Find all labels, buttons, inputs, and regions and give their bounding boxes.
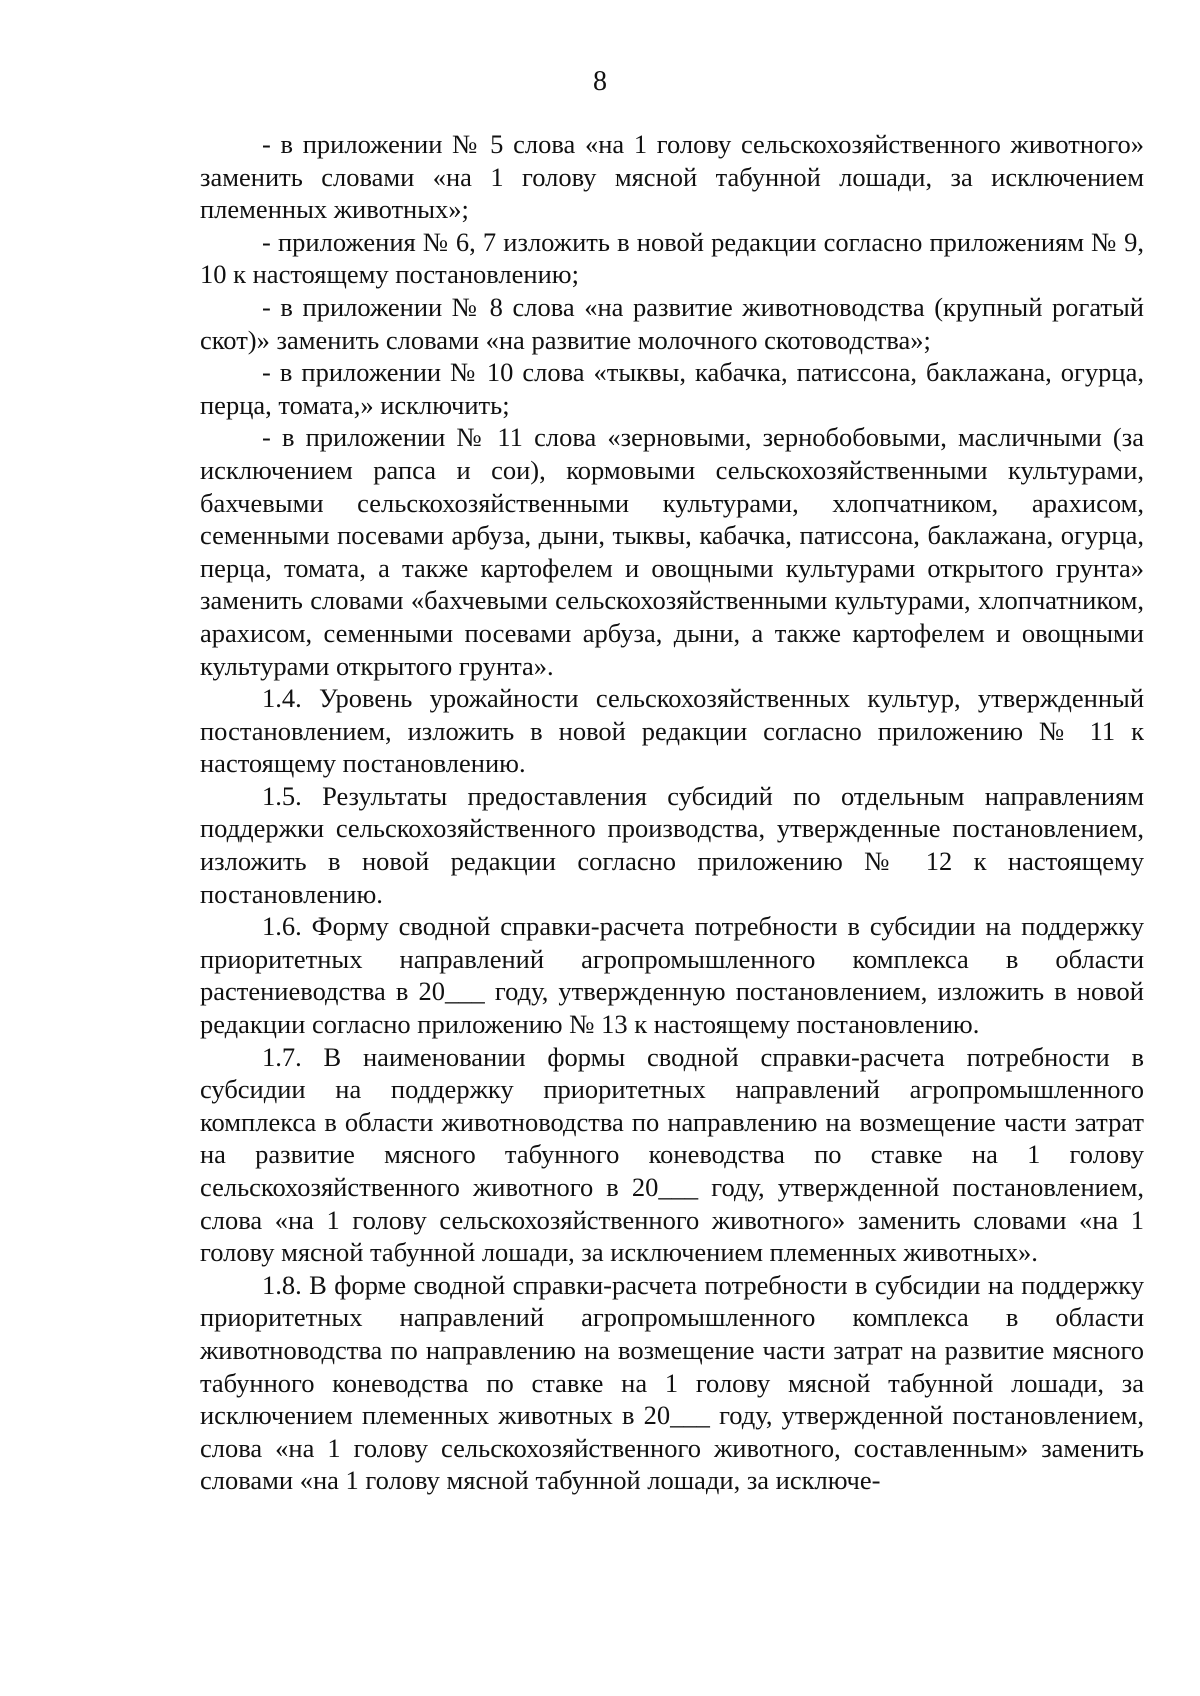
paragraph-1-4: 1.4. Уровень урожайности сельскохозяйственных культур, утвержденный постановлением, изложить в новой редакции согласно приложению № 11 к настоящему постановлению. xyxy=(200,683,1144,779)
paragraph-appendix-10: - в приложении № 10 слова «тыквы, кабачка, патиссона, баклажана, огурца, перца, томата,» исключить; xyxy=(200,357,1144,420)
page-number: 8 xyxy=(593,66,607,97)
paragraph-1-7: 1.7. В наименовании формы сводной справки-расчета потребности в субсидии на поддержку приоритетных направлений агропромышленного комплекса в области животноводства по направлению на возмещение части затрат на развитие мясного табунного коневодства по ставке на 1 голову сельскохозяйственного животного в 20___ году, утвержденной постановлением, слова «на 1 голову сельскохозяйственного животного» заменить словами «на 1 голову мясной табунной лошади, за исключением племенных животных». xyxy=(200,1041,1144,1268)
paragraph-appendix-5: - в приложении № 5 слова «на 1 голову сельскохозяйственного животного» заменить словами «на 1 голову мясной табунной лошади, за исключением племенных животных»; xyxy=(200,129,1144,225)
paragraph-1-6: 1.6. Форму сводной справки-расчета потребности в субсидии на поддержку приоритетных направлений агропромышленного комплекса в области растениеводства в 20___ году, утвержденную постановлением, изложить в новой редакции согласно приложению № 13 к настоящему постановлению. xyxy=(200,911,1144,1040)
paragraph-1-8: 1.8. В форме сводной справки-расчета потребности в субсидии на поддержку приоритетных направлений агропромышленного комплекса в области животноводства по направлению на возмещение части затрат на развитие мясного табунного коневодства по ставке на 1 голову мясной табунной лошади, за исключением племенных животных в 20___ году, утвержденной постановлением, слова «на 1 голову сельскохозяйственного животного, составленным» заменить словами «на 1 голову мясной табунной лошади, за исключе- xyxy=(200,1269,1144,1496)
paragraph-appendix-6-7: - приложения № 6, 7 изложить в новой редакции согласно приложениям № 9, 10 к настоящему постановлению; xyxy=(200,226,1144,290)
paragraph-1-5: 1.5. Результаты предоставления субсидий по отдельным направлениям поддержки сельскохозяйственного производства, утвержденные постановлением, изложить в новой редакции согласно приложению № 12 к настоящему постановлению. xyxy=(200,780,1144,909)
paragraph-appendix-11: - в приложении № 11 слова «зерновыми, зернобобовыми, масличными (за исключением рапса и сои), кормовыми сельскохозяйственными культурами, бахчевыми сельскохозяйственными культурами, хлопчатником, арахисом, семенными посевами арбуза, дыни, тыквы, кабачка, патиссона, баклажана, огурца, перца, томата, а также картофелем и овощными культурами открытого грунта» заменить словами «бахчевыми сельскохозяйственными культурами, хлопчатником, арахисом, семенными посевами арбуза, дыни, а также картофелем и овощными культурами открытого грунта». xyxy=(200,422,1144,681)
document-body xyxy=(200,128,1144,1497)
paragraph-appendix-8: - в приложении № 8 слова «на развитие животноводства (крупный рогатый скот)» заменить словами «на развитие молочного скотоводства»; xyxy=(200,291,1144,355)
